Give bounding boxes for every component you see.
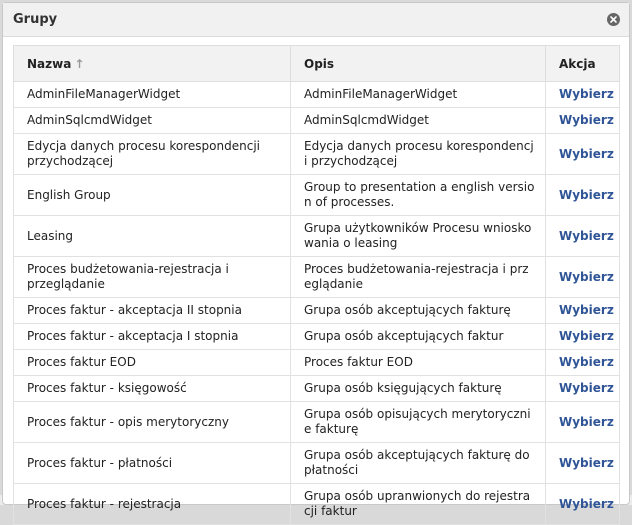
group-name: Proces faktur - księgowość: [14, 376, 291, 402]
column-header-action: Akcja: [546, 46, 620, 82]
select-link[interactable]: Wybierz: [559, 455, 614, 470]
select-link[interactable]: Wybierz: [559, 381, 614, 395]
group-description: Grupa osób upranwionych do rejestracji faktur: [291, 484, 546, 525]
group-description: Grupa osób akceptujących fakturę: [291, 298, 546, 324]
action-cell: [546, 108, 620, 134]
dialog-content: [13, 45, 619, 518]
group-name: Proces faktur - akceptacja II stopnia: [14, 298, 291, 324]
table-row: [14, 175, 620, 216]
action-cell: [546, 443, 620, 484]
dialog-title: Grupy: [13, 12, 58, 27]
action-cell: [546, 175, 620, 216]
group-name: Edycja danych procesu korespondencji przychodzącej: [14, 134, 291, 175]
group-description: Grupa osób akceptujących fakturę do płatności: [291, 443, 546, 484]
group-name: AdminSqlcmdWidget: [14, 108, 291, 134]
table-row: [14, 82, 620, 108]
select-link[interactable]: Wybierz: [559, 228, 614, 243]
select-link[interactable]: Wybierz: [559, 355, 614, 369]
group-name: Proces faktur - płatności: [14, 443, 291, 484]
table-row: [14, 402, 620, 443]
column-header-name-label: Nazwa: [27, 56, 72, 71]
table-row: [14, 350, 620, 376]
group-name: Proces faktur EOD: [14, 350, 291, 376]
column-header-desc: Opis: [291, 46, 546, 82]
sort-ascending-icon: ↑: [74, 56, 85, 71]
group-name: Leasing: [14, 216, 291, 257]
action-cell: [546, 216, 620, 257]
dialog-titlebar: [3, 3, 629, 37]
action-cell: [546, 298, 620, 324]
action-cell: [546, 484, 620, 525]
close-icon[interactable]: [607, 13, 620, 26]
groups-dialog: [2, 2, 630, 518]
table-row: [14, 484, 620, 525]
group-description: Grupa osób akceptujących faktur: [291, 324, 546, 350]
select-link[interactable]: Wybierz: [559, 87, 614, 101]
group-description: Group to presentation a english version of processes.: [291, 175, 546, 216]
group-name: Proces faktur - opis merytoryczny: [14, 402, 291, 443]
select-link[interactable]: Wybierz: [559, 496, 614, 511]
action-cell: [546, 134, 620, 175]
action-cell: [546, 257, 620, 298]
group-description: Edycja danych procesu korespondencji przychodzącej: [291, 134, 546, 175]
groups-table: [13, 45, 620, 525]
group-description: Grupa użytkowników Procesu wnioskowania o leasing: [291, 216, 546, 257]
select-link[interactable]: Wybierz: [559, 187, 614, 202]
table-row: [14, 108, 620, 134]
group-name: AdminFileManagerWidget: [14, 82, 291, 108]
select-link[interactable]: Wybierz: [559, 113, 614, 127]
table-row: [14, 443, 620, 484]
action-cell: [546, 350, 620, 376]
group-description: AdminFileManagerWidget: [291, 82, 546, 108]
group-description: AdminSqlcmdWidget: [291, 108, 546, 134]
group-description: Proces faktur EOD: [291, 350, 546, 376]
select-link[interactable]: Wybierz: [559, 269, 614, 284]
table-row: [14, 298, 620, 324]
table-row: [14, 216, 620, 257]
action-cell: [546, 324, 620, 350]
table-row: [14, 134, 620, 175]
group-name: Proces faktur - rejestracja: [14, 484, 291, 525]
group-name: Proces budżetowania-rejestracja i przeglądanie: [14, 257, 291, 298]
select-link[interactable]: Wybierz: [559, 414, 614, 429]
action-cell: [546, 402, 620, 443]
table-row: [14, 376, 620, 402]
group-description: Proces budżetowania-rejestracja i przeglądanie: [291, 257, 546, 298]
group-description: Grupa osób opisujących merytorycznie fakturę: [291, 402, 546, 443]
group-description: Grupa osób księgujących fakturę: [291, 376, 546, 402]
group-name: English Group: [14, 175, 291, 216]
group-name: Proces faktur - akceptacja I stopnia: [14, 324, 291, 350]
table-row: [14, 324, 620, 350]
table-header-row: [14, 46, 620, 82]
table-row: [14, 257, 620, 298]
action-cell: [546, 376, 620, 402]
select-link[interactable]: Wybierz: [559, 146, 614, 161]
select-link[interactable]: Wybierz: [559, 329, 614, 343]
select-link[interactable]: Wybierz: [559, 303, 614, 317]
action-cell: [546, 82, 620, 108]
column-header-name[interactable]: [14, 46, 291, 82]
